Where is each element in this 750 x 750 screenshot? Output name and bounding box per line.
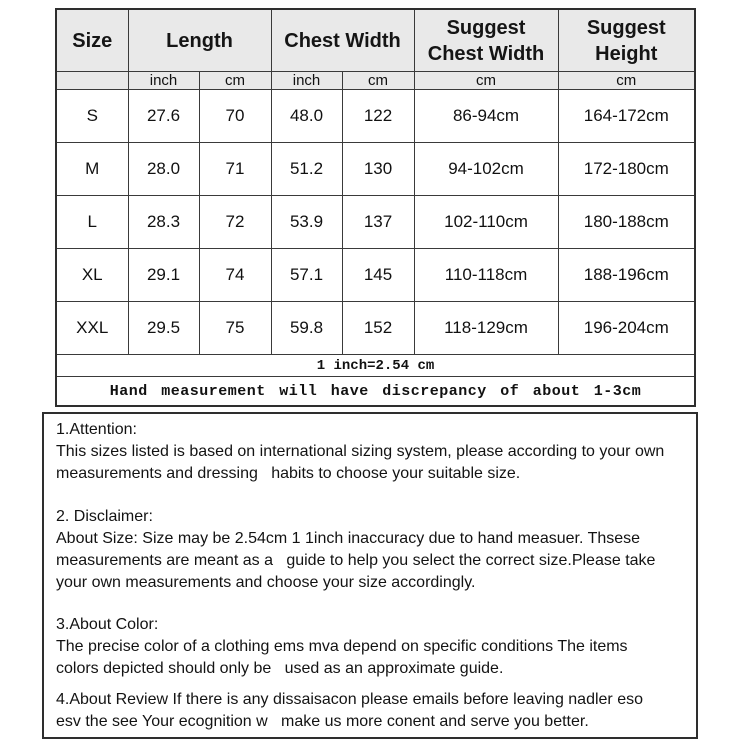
table-row-s bbox=[56, 90, 695, 143]
table-row-xxl bbox=[56, 302, 695, 355]
cell-chest-cm: 130 bbox=[342, 143, 414, 196]
cell-chest-cm: 137 bbox=[342, 196, 414, 249]
table-header-row bbox=[56, 9, 695, 72]
subheader-length-inch: inch bbox=[128, 72, 199, 90]
col-header-suggest-height: Suggest Height bbox=[558, 9, 695, 72]
table-subheader-row bbox=[56, 72, 695, 90]
note-disclaimer: 2. Disclaimer: About Size: Size may be 2.54cm 1 1inch inaccuracy due to hand measuer. Thsese measurements are meant as a guide to help you select the correct size.Please take your own measurements and choose your size accordingly. bbox=[56, 508, 656, 591]
measurement-note: Hand measurement will have discrepancy of about 1-3cm bbox=[56, 377, 695, 407]
cell-suggest-height: 196-204cm bbox=[558, 302, 695, 355]
conversion-note-row bbox=[56, 355, 695, 377]
col-header-chest-width: Chest Width bbox=[271, 9, 414, 72]
cell-length-cm: 74 bbox=[199, 249, 271, 302]
cell-chest-cm: 122 bbox=[342, 90, 414, 143]
subheader-chest-inch: inch bbox=[271, 72, 342, 90]
size-chart-table bbox=[55, 8, 696, 407]
cell-suggest-chest: 110-118cm bbox=[414, 249, 558, 302]
cell-chest-cm: 145 bbox=[342, 249, 414, 302]
measurement-note-row bbox=[56, 377, 695, 407]
cell-suggest-chest: 86-94cm bbox=[414, 90, 558, 143]
cell-suggest-chest: 94-102cm bbox=[414, 143, 558, 196]
cell-chest-inch: 53.9 bbox=[271, 196, 342, 249]
cell-chest-inch: 48.0 bbox=[271, 90, 342, 143]
cell-length-cm: 75 bbox=[199, 302, 271, 355]
cell-suggest-chest: 118-129cm bbox=[414, 302, 558, 355]
cell-chest-inch: 57.1 bbox=[271, 249, 342, 302]
cell-size: M bbox=[56, 143, 128, 196]
subheader-suggest-chest-cm: cm bbox=[414, 72, 558, 90]
subheader-suggest-height-cm: cm bbox=[558, 72, 695, 90]
col-header-suggest-chest-width: Suggest Chest Width bbox=[414, 9, 558, 72]
cell-chest-cm: 152 bbox=[342, 302, 414, 355]
table-row-xl bbox=[56, 249, 695, 302]
subheader-size-empty bbox=[56, 72, 128, 90]
subheader-length-cm: cm bbox=[199, 72, 271, 90]
cell-size: L bbox=[56, 196, 128, 249]
cell-size: XL bbox=[56, 249, 128, 302]
conversion-note: 1 inch=2.54 cm bbox=[56, 355, 695, 377]
cell-length-cm: 72 bbox=[199, 196, 271, 249]
cell-chest-inch: 59.8 bbox=[271, 302, 342, 355]
cell-suggest-height: 164-172cm bbox=[558, 90, 695, 143]
note-about-color: 3.About Color: The precise color of a clothing ems mva depend on specific conditions The items colors depicted should only be used as an approximate guide. bbox=[56, 616, 628, 677]
col-header-length: Length bbox=[128, 9, 271, 72]
table-row-m bbox=[56, 143, 695, 196]
note-about-review: 4.About Review If there is any dissaisacon please emails before leaving nadler eso esv the see Your ecognition w make us more conent and serve you better. bbox=[56, 691, 643, 730]
cell-suggest-height: 172-180cm bbox=[558, 143, 695, 196]
cell-length-inch: 28.3 bbox=[128, 196, 199, 249]
cell-length-inch: 29.1 bbox=[128, 249, 199, 302]
cell-size: S bbox=[56, 90, 128, 143]
cell-size: XXL bbox=[56, 302, 128, 355]
cell-length-cm: 70 bbox=[199, 90, 271, 143]
table-row-l bbox=[56, 196, 695, 249]
cell-length-inch: 27.6 bbox=[128, 90, 199, 143]
cell-length-inch: 28.0 bbox=[128, 143, 199, 196]
cell-suggest-chest: 102-110cm bbox=[414, 196, 558, 249]
cell-suggest-height: 188-196cm bbox=[558, 249, 695, 302]
notes-box bbox=[42, 412, 698, 739]
note-attention: 1.Attention: This sizes listed is based on international sizing system, please according to your own measurements and dressing habits to choose your suitable size. bbox=[56, 421, 665, 482]
cell-chest-inch: 51.2 bbox=[271, 143, 342, 196]
cell-length-cm: 71 bbox=[199, 143, 271, 196]
cell-length-inch: 29.5 bbox=[128, 302, 199, 355]
subheader-chest-cm: cm bbox=[342, 72, 414, 90]
col-header-size: Size bbox=[56, 9, 128, 72]
cell-suggest-height: 180-188cm bbox=[558, 196, 695, 249]
